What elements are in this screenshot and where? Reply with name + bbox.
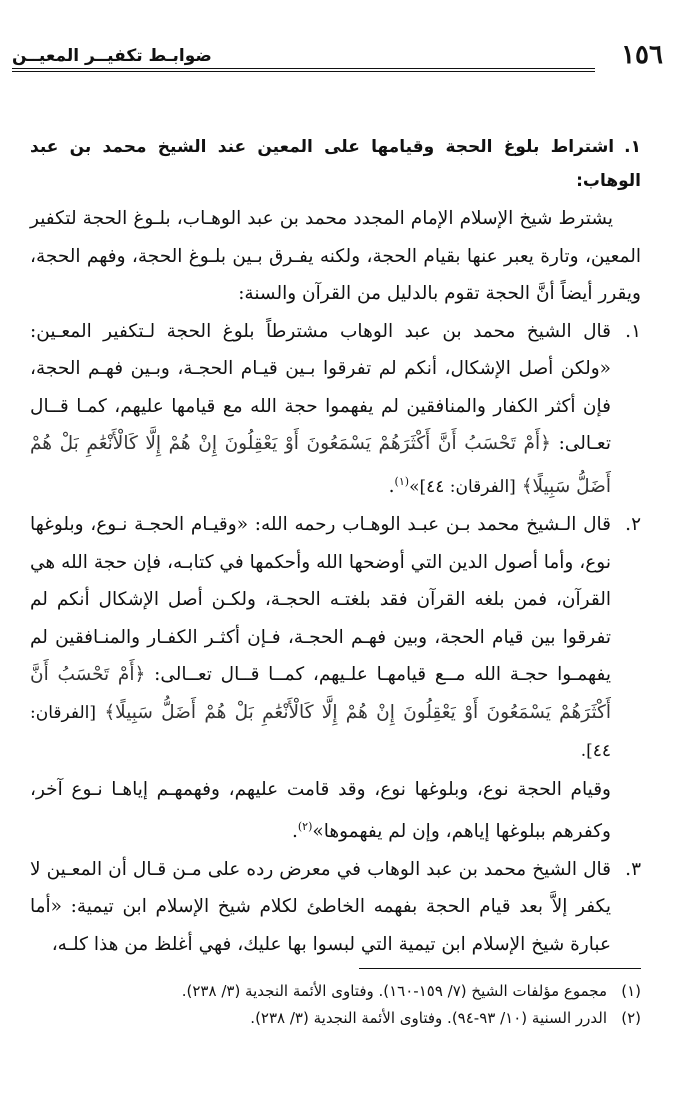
sentence-end: . [388, 475, 395, 497]
footnote-separator [359, 968, 641, 969]
footnote-marker: (١) [394, 474, 410, 488]
footnote-number: (٢) [621, 1009, 641, 1027]
list-item [30, 506, 641, 851]
running-title: ضوابـط تكفيــر المعيــن [12, 46, 212, 66]
header-rule [12, 68, 595, 72]
sentence-end: . [291, 821, 298, 843]
footnote-text: مجموع مؤلفات الشيخ (٧/ ١٥٩-١٦٠). وفتاوى الأئمة النجدية (٣/ ٢٣٨). [181, 982, 607, 1000]
list-item-number: ١. [625, 320, 641, 342]
footnote-text: الدرر السنية (١٠/ ٩٣-٩٤). وفتاوى الأئمة النجدية (٣/ ٢٣٨). [250, 1009, 607, 1027]
list-item-text: قال الـشيخ محمد بـن عبـد الوهـاب رحمه الله: «وقيـام الحجـة نـوع، وبلوغها نوع، وأما أصول الدين التي أوضحها الله وأحكمها في كتابـه، فإن حجة الله هي القرآن، فمن بلغه القرآن فقد بلغتـه الحجـة، ولكـن أصل الإشكال أنكم لم تفرقوا بين قيام الحجة، وبين فهـم الحجـة، فـإن أكثـر الكفـار والمنـافقين لم يفهمـوا حجـة الله مــع قيامهـا علـيهم، كمــا قــال تعــالى: [30, 514, 611, 686]
quran-verse: ﴿أَمْ تَحْسَبُ أَنَّ أَكْثَرَهُمْ يَسْمَعُونَ أَوْ يَعْقِلُونَ إِنْ هُمْ إِلَّا كَالْأَنْعَٰمِ بَلْ هُمْ أَضَلُّ سَبِيلًا﴾ [30, 664, 611, 723]
page-header [12, 40, 663, 76]
verse-reference: [الفرقان: ٤٤]» [409, 476, 516, 497]
list-item-number: ٢. [625, 514, 641, 536]
verse-reference: [الفرقان: ٤٤]. [30, 702, 611, 762]
footnotes [30, 978, 641, 1032]
list-item [30, 851, 641, 964]
quran-verse: ﴿أَمْ تَحْسَبُ أَنَّ أَكْثَرَهُمْ يَسْمَعُونَ أَوْ يَعْقِلُونَ إِنْ هُمْ إِلَّا كَالْأَنْعَٰمِ بَلْ هُمْ أَضَلُّ سَبِيلًا﴾ [30, 433, 611, 497]
list-item-text: قال الشيخ محمد بن عبد الوهاب في معرض رده على مـن قـال أن المعـين لا يكفر إلاَّ بعد قيام الحجة بفهمه الخاطئ لكلام شيخ الإسلام ابن تيمية: «أما عبارة شيخ الإسلام ابن تيمية التي لبسوا بها عليك، فهي أغلظ من هذا كلـه، [30, 858, 611, 955]
section-heading [30, 130, 641, 198]
footnote-number: (١) [621, 982, 641, 1000]
page-number: ١٥٦ [621, 40, 663, 70]
list-item [30, 313, 641, 507]
intro-paragraph: يشترط شيخ الإسلام الإمام المجدد محمد بن عبد الوهـاب، بلـوغ الحجة لتكفير المعين، وتارة يعبر عنها بقيام الحجة، ولكنه يفـرق بـين بلـوغ الحجة، وفهم الحجة، ويقرر أيضاً أنَّ الحجة تقوم بالدليل من القرآن والسنة: [30, 208, 641, 304]
footnote [30, 978, 641, 1005]
main-text [30, 130, 641, 963]
section-heading-number: ١. [624, 137, 641, 157]
section-heading-text: اشتراط بلوغ الحجة وقيامها على المعين عند الشيخ محمد بن عبد الوهاب: [30, 137, 641, 191]
footnote [30, 1005, 641, 1032]
list-item-number: ٣. [625, 858, 641, 880]
list-item-text: قال الشيخ محمد بن عبد الوهاب مشترطاً بلوغ الحجة لـتكفير المعـين: «ولكن أصل الإشكال، أنكم لم تفرقوا بـين قيـام الحجـة، وبـين فهـم الحجة، فإن أكثر الكفار والمنافقين لم يفهموا حجة الله مع قيامها عليهم، كمـا قــال تعـالى: [30, 320, 611, 454]
list-item-continuation: وقيام الحجة نوع، وبلوغها نوع، وقد قامت عليهم، وفهمهـم إياهـا نـوع آخر، وكفرهم ببلوغها إياهم، وإن لم يفهموها» [30, 778, 611, 843]
footnote-marker: (٢) [297, 820, 313, 834]
